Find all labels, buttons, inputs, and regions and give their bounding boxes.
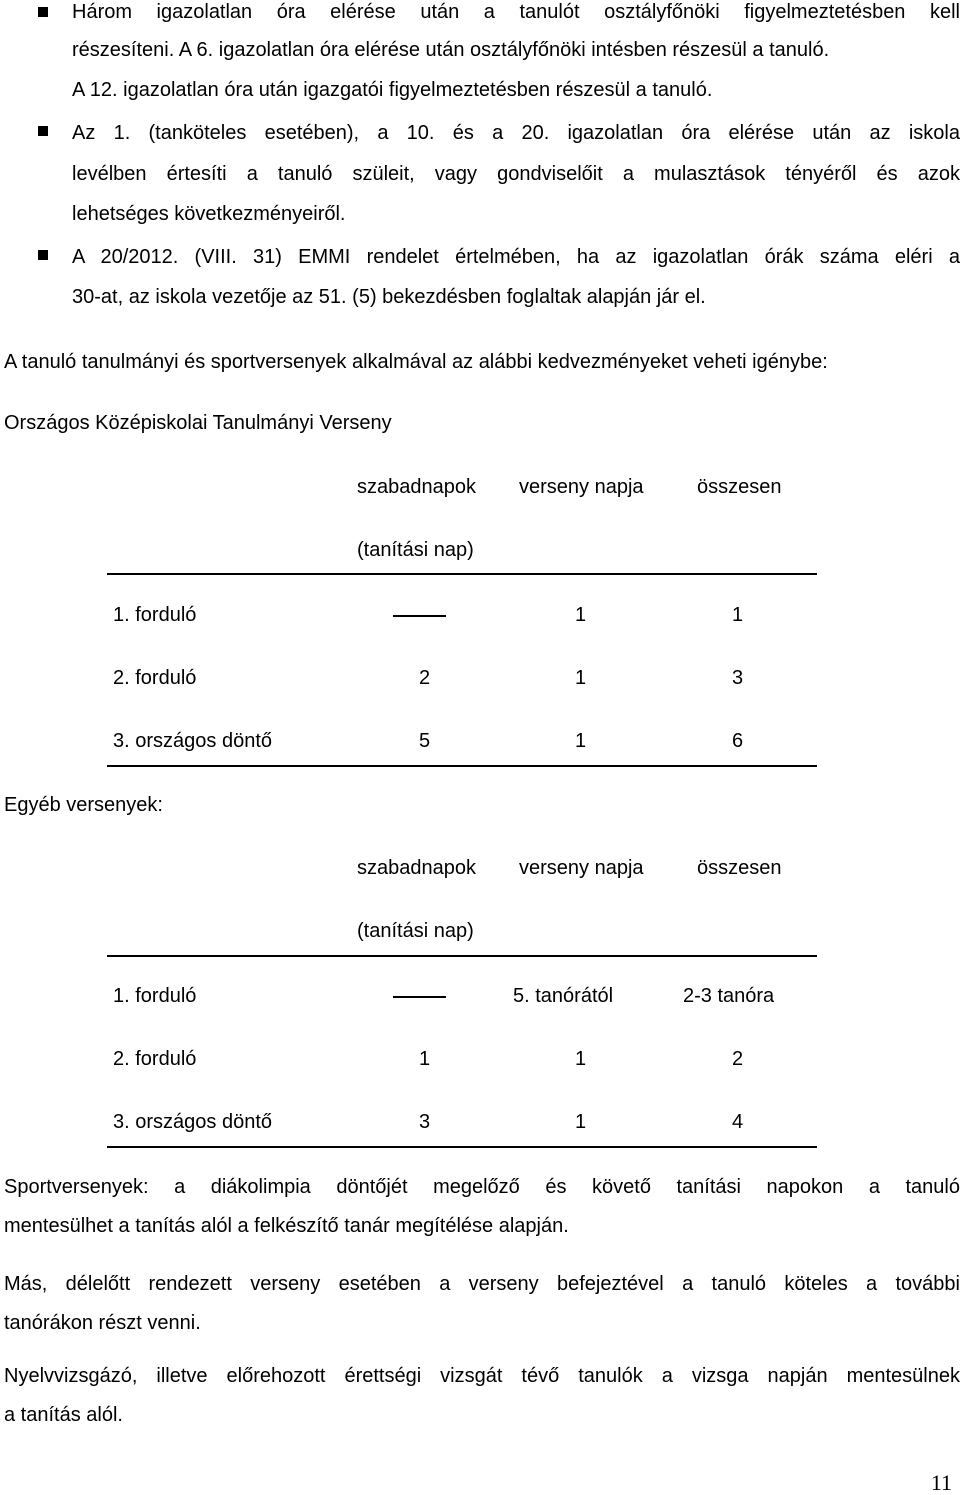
table-top-rule — [107, 955, 817, 957]
row-label: 3. országos döntő — [113, 1111, 272, 1133]
cell-day: 5. tanórától — [513, 985, 614, 1007]
cell-total: 2-3 tanóra — [683, 985, 775, 1007]
row-label: 1. forduló — [113, 604, 197, 626]
paragraph-line: a tanítás alól. — [4, 1404, 123, 1426]
row-label: 2. forduló — [113, 667, 197, 689]
bullet-text-line: részesíteni. A 6. igazolatlan óra elérése után osztályfőnöki intésben részesül a tanuló. — [72, 39, 830, 61]
col-subheader: (tanítási nap) — [357, 920, 474, 942]
bullet-marker — [38, 250, 48, 260]
cell-day: 1 — [575, 667, 587, 689]
paragraph-line: Sportversenyek: a diákolimpia döntőjét megelőző és követő tanítási napokon a tanuló — [4, 1176, 960, 1198]
intro-text: A tanuló tanulmányi és sportversenyek alkalmával az alábbi kedvezményeket veheti igénybe: — [4, 351, 828, 373]
row-label: 1. forduló — [113, 985, 197, 1007]
page-number: 11 — [930, 1470, 952, 1495]
col-header-competition-day: verseny napja — [519, 476, 644, 498]
bullet-text-line: Három igazolatlan óra elérése után a tanulót osztályfőnöki figyelmeztetésben kell — [72, 1, 960, 23]
dash-mark — [393, 996, 446, 998]
paragraph-line: tanórákon részt venni. — [4, 1312, 201, 1334]
bullet-text-line: A 20/2012. (VIII. 31) EMMI rendelet értelmében, ha az igazolatlan órák száma eléri a — [72, 246, 960, 268]
bullet-text-line: Az 1. (tanköteles esetében), a 10. és a 20. igazolatlan óra elérése után az iskola — [72, 122, 960, 144]
cell-free: 5 — [419, 730, 431, 752]
row-label: 2. forduló — [113, 1048, 197, 1070]
dash-mark — [393, 615, 446, 617]
bullet-text-line: 30-at, az iskola vezetője az 51. (5) bekezdésben foglaltak alapján jár el. — [72, 286, 706, 308]
col-header-free-days: szabadnapok — [357, 857, 476, 879]
col-header-competition-day: verseny napja — [519, 857, 644, 879]
cell-total: 2 — [732, 1048, 744, 1070]
table-bottom-rule — [107, 765, 817, 767]
cell-free: 1 — [419, 1048, 431, 1070]
bullet-marker — [38, 126, 48, 136]
bullet-text-line: levélben értesíti a tanuló szüleit, vagy gondviselőit a mulasztások tényéről és azok — [72, 163, 960, 185]
table-top-rule — [107, 573, 817, 575]
cell-day: 1 — [575, 1048, 587, 1070]
paragraph-line: mentesülhet a tanítás alól a felkészítő tanár megítélése alapján. — [4, 1215, 569, 1237]
col-header-free-days: szabadnapok — [357, 476, 476, 498]
col-header-total: összesen — [697, 476, 782, 498]
cell-total: 6 — [732, 730, 744, 752]
bullet-marker — [38, 7, 48, 17]
cell-day: 1 — [575, 1111, 587, 1133]
bullet-text-line: A 12. igazolatlan óra után igazgatói figyelmeztetésben részesül a tanuló. — [72, 79, 713, 101]
other-title: Egyéb versenyek: — [4, 794, 163, 816]
paragraph-line: Nyelvvizsgázó, illetve előrehozott érettségi vizsgát tévő tanulók a vizsga napján mentesülnek — [4, 1365, 960, 1387]
col-subheader: (tanítási nap) — [357, 539, 474, 561]
cell-day: 1 — [575, 604, 587, 626]
paragraph-line: Más, délelőtt rendezett verseny esetében a verseny befejeztével a tanuló köteles a további — [4, 1273, 960, 1295]
cell-total: 3 — [732, 667, 744, 689]
cell-day: 1 — [575, 730, 587, 752]
table-bottom-rule — [107, 1146, 817, 1148]
row-label: 3. országos döntő — [113, 730, 272, 752]
col-header-total: összesen — [697, 857, 782, 879]
cell-total: 1 — [732, 604, 744, 626]
cell-free: 3 — [419, 1111, 431, 1133]
cell-total: 4 — [732, 1111, 744, 1133]
cell-free: 2 — [419, 667, 431, 689]
oktv-title: Országos Középiskolai Tanulmányi Verseny — [4, 412, 392, 434]
bullet-text-line: lehetséges következményeiről. — [72, 203, 346, 225]
